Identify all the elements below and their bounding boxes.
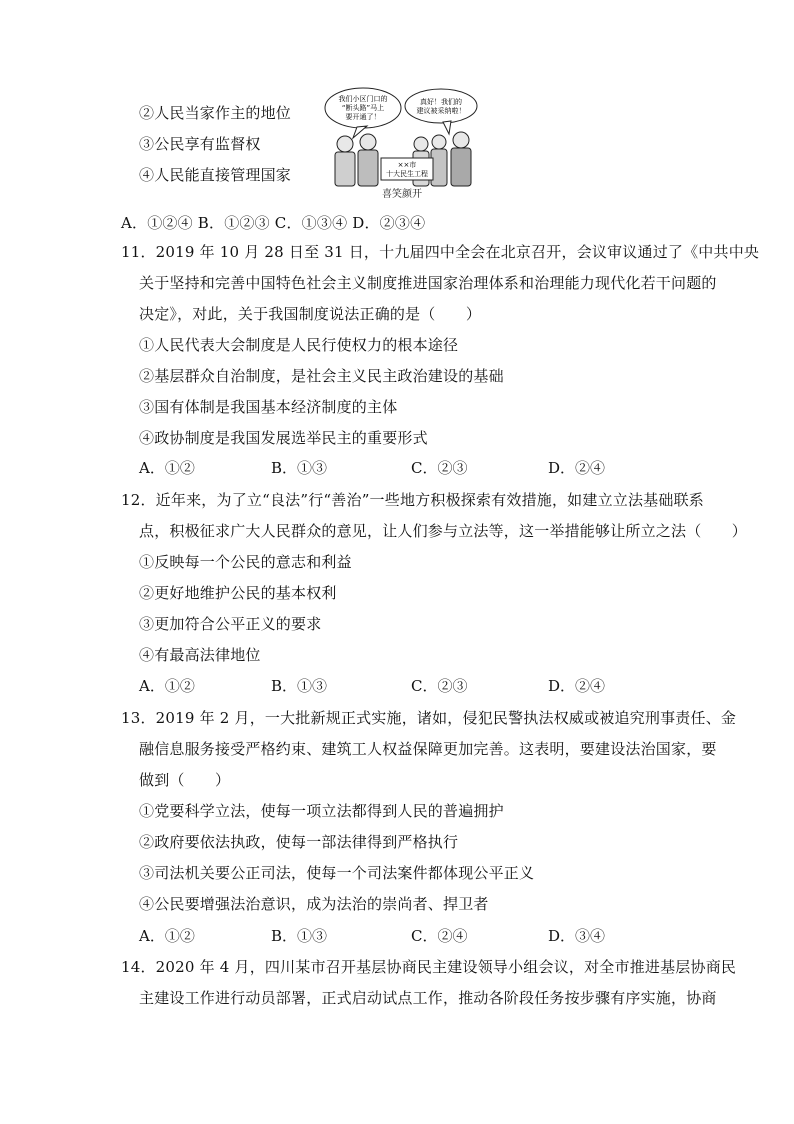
q11-stem-line-2: 关于坚持和完善中国特色社会主义制度推进国家治理体系和治理能力现代化若干问题的 [139,274,717,292]
q13-choice-b: B．①③ [271,927,328,945]
q11-statement-4: ④政协制度是我国发展选举民主的重要形式 [139,429,428,447]
q12-statement-1: ①反映每一个公民的意志和利益 [139,553,352,571]
q11-statement-2: ②基层群众自治制度，是社会主义民主政治建设的基础 [139,367,504,385]
q10-option-4: ④人民能直接管理国家 [139,166,292,184]
bubble-left-line-2: “断头路”马上 [341,104,385,112]
q12-statement-2: ②更好地维护公民的基本权利 [139,584,337,602]
q12-choice-d: D．②④ [548,677,606,695]
q12-stem-line-1: 12．近年来，为了立“良法”行“善治”一些地方积极探索有效措施，如建立立法基础联系 [121,491,704,509]
cartoon-caption: 喜笑颜开 [382,189,422,200]
q11-statement-1: ①人民代表大会制度是人民行使权力的根本途径 [139,336,459,354]
q11-choice-c: C．②③ [411,459,468,477]
q12-choice-b: B．①③ [271,677,328,695]
bubble-left-line-3: 要开通了！ [345,113,381,121]
q12-choice-a: A．①② [139,677,195,695]
q12-statement-3: ③更加符合公平正义的要求 [139,615,322,633]
q11-choice-a: A．①② [139,459,195,477]
sign-line-2: 十大民生工程 [386,170,428,178]
q12-stem-line-2: 点，积极征求广大人民群众的意见，让人们参与立法等，这一举措能够让所立之法（ ） [139,522,748,540]
q11-choice-b: B．①③ [271,459,328,477]
q11-choice-d: D．②④ [548,459,606,477]
q12-choice-c: C．②③ [411,677,468,695]
q13-choice-c: C．②④ [411,927,468,945]
q13-statement-2: ②政府要依法执政，使每一部法律得到严格执行 [139,833,459,851]
q10-answer-choices: A．①②④ B．①②③ C．①③④ D．②③④ [121,214,426,232]
q11-stem-line-3: 决定》，对此，关于我国制度说法正确的是（ ） [139,305,482,323]
sign-line-1: ××市 [397,161,417,169]
q13-stem-line-2: 融信息服务接受严格约束、建筑工人权益保障更加完善。这表明，要建设法治国家，要 [139,740,717,758]
q13-statement-3: ③司法机关要公正司法，使每一个司法案件都体现公平正义 [139,864,535,882]
q10-option-3: ③公民享有监督权 [139,135,261,153]
q13-choice-d: D．③④ [548,927,606,945]
q13-statement-1: ①党要科学立法，使每一项立法都得到人民的普遍拥护 [139,802,504,820]
q12-statement-4: ④有最高法律地位 [139,646,261,664]
q11-statement-3: ③国有体制是我国基本经济制度的主体 [139,398,398,416]
q10-option-2: ②人民当家作主的地位 [139,104,292,122]
q14-stem-line-1: 14．2020 年 4 月，四川某市召开基层协商民主建设领导小组会议，对全市推进基层协商民 [121,958,737,976]
q14-stem-line-2: 主建设工作进行动员部署，正式启动试点工作，推动各阶段任务按步骤有序实施，协商 [139,989,717,1007]
cartoon-drawing [323,86,481,190]
q11-stem-line-1: 11．2019 年 10 月 28 日至 31 日，十九届四中全会在北京召开，会议审议通过了《中共中央 [121,243,760,261]
q13-statement-4: ④公民要增强法治意识，成为法治的崇尚者、捍卫者 [139,895,489,913]
q13-stem-line-1: 13．2019 年 2 月，一大批新规正式实施，诸如，侵犯民警执法权威或被追究刑事责任、金 [121,709,737,727]
bubble-right-line-1: 真好！我们的 [420,98,462,106]
q13-stem-line-3: 做到（ ） [139,771,231,789]
q13-choice-a: A．①② [139,927,195,945]
cartoon-illustration [323,86,481,208]
bubble-left-line-1: 我们小区门口的 [338,95,388,103]
bubble-right-line-2: 建议被采纳啦！ [416,107,466,115]
